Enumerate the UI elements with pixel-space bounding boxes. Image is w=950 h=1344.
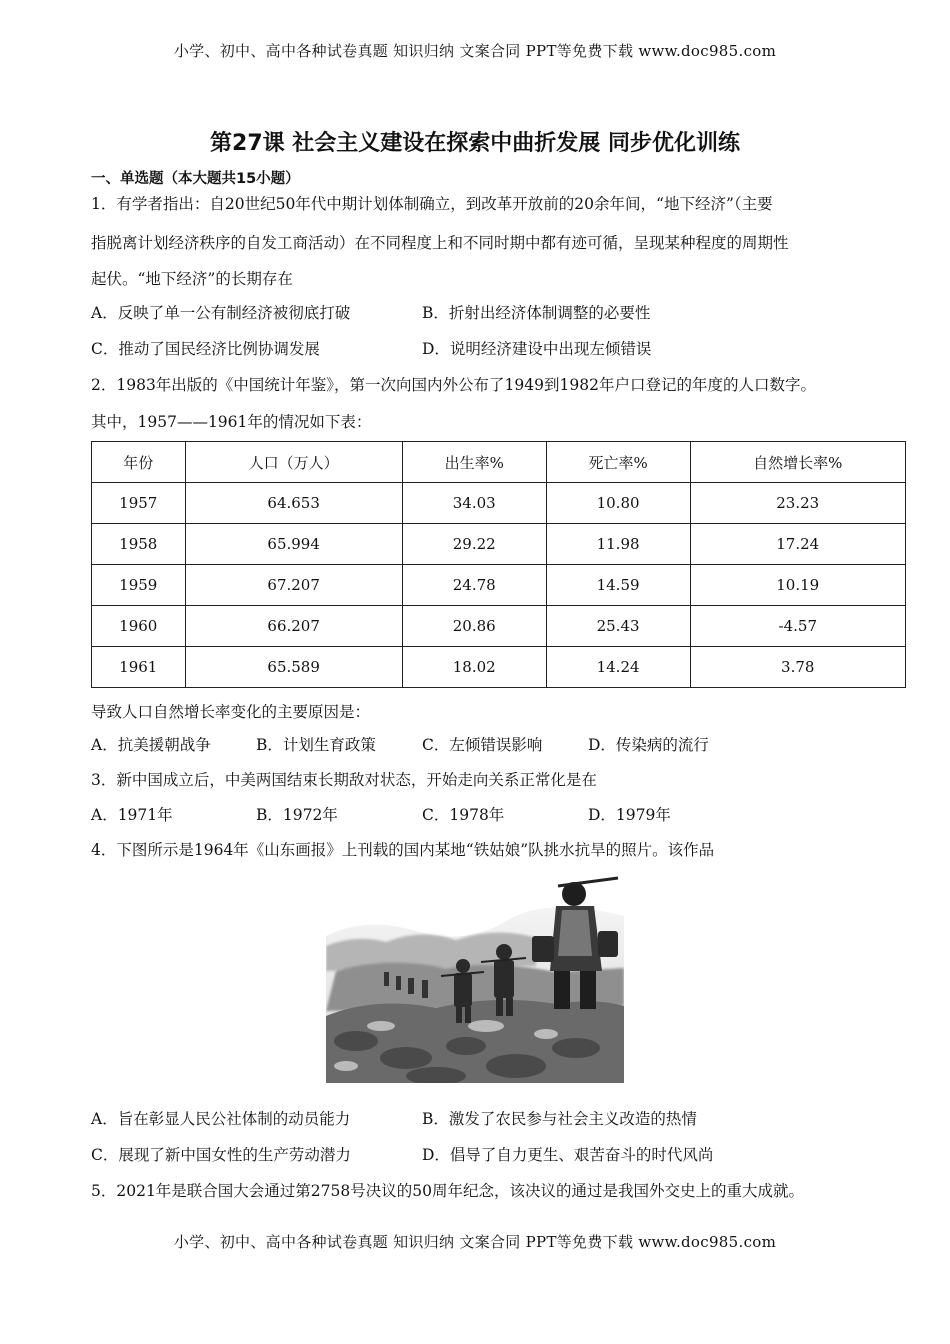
table-cell: 18.02: [402, 647, 546, 688]
q3-stem: 3．新中国成立后，中美两国结束长期敌对状态，开始走向关系正常化是在: [91, 771, 597, 789]
q1-option-b[interactable]: B．折射出经济体制调整的必要性: [422, 304, 651, 322]
table-cell: 10.80: [546, 483, 690, 524]
table-cell: 1961: [92, 647, 186, 688]
page-title: 第27课 社会主义建设在探索中曲折发展 同步优化训练: [210, 131, 740, 156]
q4-option-b[interactable]: B．激发了农民参与社会主义改造的热情: [422, 1110, 697, 1128]
table-cell: 66.207: [185, 606, 402, 647]
table-cell: 1958: [92, 524, 186, 565]
q3-option-c[interactable]: C．1978年: [422, 806, 505, 824]
q2-question: 导致人口自然增长率变化的主要原因是：: [91, 703, 371, 721]
table-cell: 64.653: [185, 483, 402, 524]
page-footer: 小学、初中、高中各种试卷真题 知识归纳 文案合同 PPT等免费下载 www.doc985.com: [173, 1233, 777, 1251]
population-table: [91, 441, 906, 688]
q1-option-d[interactable]: D．说明经济建设中出现左倾错误: [422, 340, 652, 358]
table-cell: 3.78: [690, 647, 906, 688]
q1-stem-line3: 起伏。“地下经济”的长期存在: [91, 270, 293, 288]
q2-stem-line1: 2．1983年出版的《中国统计年鉴》，第一次向国内外公布了1949到1982年户口登记的年度的人口数字。: [91, 376, 816, 394]
table-header-cell: 出生率%: [402, 442, 546, 483]
table-cell: 1959: [92, 565, 186, 606]
q4-option-a[interactable]: A．旨在彰显人民公社体制的动员能力: [91, 1110, 351, 1128]
q2-stem-line2: 其中，1957——1961年的情况如下表：: [91, 413, 372, 431]
table-cell: 34.03: [402, 483, 546, 524]
table-cell: 29.22: [402, 524, 546, 565]
iron-girls-photo: [326, 876, 624, 1083]
table-header-cell: 自然增长率%: [690, 442, 906, 483]
q1-option-c[interactable]: C．推动了国民经济比例协调发展: [91, 340, 320, 358]
table-cell: -4.57: [690, 606, 906, 647]
page-header: 小学、初中、高中各种试卷真题 知识归纳 文案合同 PPT等免费下载 www.doc985.com: [173, 42, 777, 60]
table-header-cell: 年份: [92, 442, 186, 483]
table-cell: 65.589: [185, 647, 402, 688]
table-row: [92, 524, 906, 565]
table-cell: 14.24: [546, 647, 690, 688]
q3-option-a[interactable]: A．1971年: [91, 806, 173, 824]
q3-option-d[interactable]: D．1979年: [588, 806, 671, 824]
q2-option-d[interactable]: D．传染病的流行: [588, 736, 709, 754]
table-cell: 1957: [92, 483, 186, 524]
table-cell: 67.207: [185, 565, 402, 606]
table-cell: 10.19: [690, 565, 906, 606]
table-header-cell: 死亡率%: [546, 442, 690, 483]
q1-option-a[interactable]: A．反映了单一公有制经济被彻底打破: [91, 304, 351, 322]
q5-stem: 5．2021年是联合国大会通过第2758号决议的50周年纪念，该决议的通过是我国外交史上的重大成就。: [91, 1182, 804, 1200]
table-row: [92, 647, 906, 688]
q4-stem: 4．下图所示是1964年《山东画报》上刊载的国内某地“铁姑娘”队挑水抗旱的照片。该作品: [91, 841, 715, 859]
q2-option-b[interactable]: B．计划生育政策: [256, 736, 376, 754]
q3-option-b[interactable]: B．1972年: [256, 806, 338, 824]
table-row: [92, 606, 906, 647]
q1-stem-line1: 1．有学者指出：自20世纪50年代中期计划体制确立，到改革开放前的20余年间，“地下经济”（主要: [91, 195, 773, 213]
table-row: [92, 483, 906, 524]
q4-option-c[interactable]: C．展现了新中国女性的生产劳动潜力: [91, 1146, 351, 1164]
table-header-row: [92, 442, 906, 483]
table-row: [92, 565, 906, 606]
table-cell: 1960: [92, 606, 186, 647]
table-cell: 20.86: [402, 606, 546, 647]
table-cell: 17.24: [690, 524, 906, 565]
table-cell: 14.59: [546, 565, 690, 606]
section-heading: 一、单选题（本大题共15小题）: [91, 171, 300, 187]
q1-stem-line2: 指脱离计划经济秩序的自发工商活动）在不同程度上和不同时期中都有迹可循，呈现某种程度的周期性: [91, 234, 789, 252]
table-cell: 25.43: [546, 606, 690, 647]
table-cell: 23.23: [690, 483, 906, 524]
q2-option-c[interactable]: C．左倾错误影响: [422, 736, 543, 754]
table-cell: 11.98: [546, 524, 690, 565]
q4-option-d[interactable]: D．倡导了自力更生、艰苦奋斗的时代风尚: [422, 1146, 714, 1164]
table-header-cell: 人口（万人）: [185, 442, 402, 483]
table-cell: 65.994: [185, 524, 402, 565]
q2-option-a[interactable]: A．抗美援朝战争: [91, 736, 211, 754]
table-cell: 24.78: [402, 565, 546, 606]
